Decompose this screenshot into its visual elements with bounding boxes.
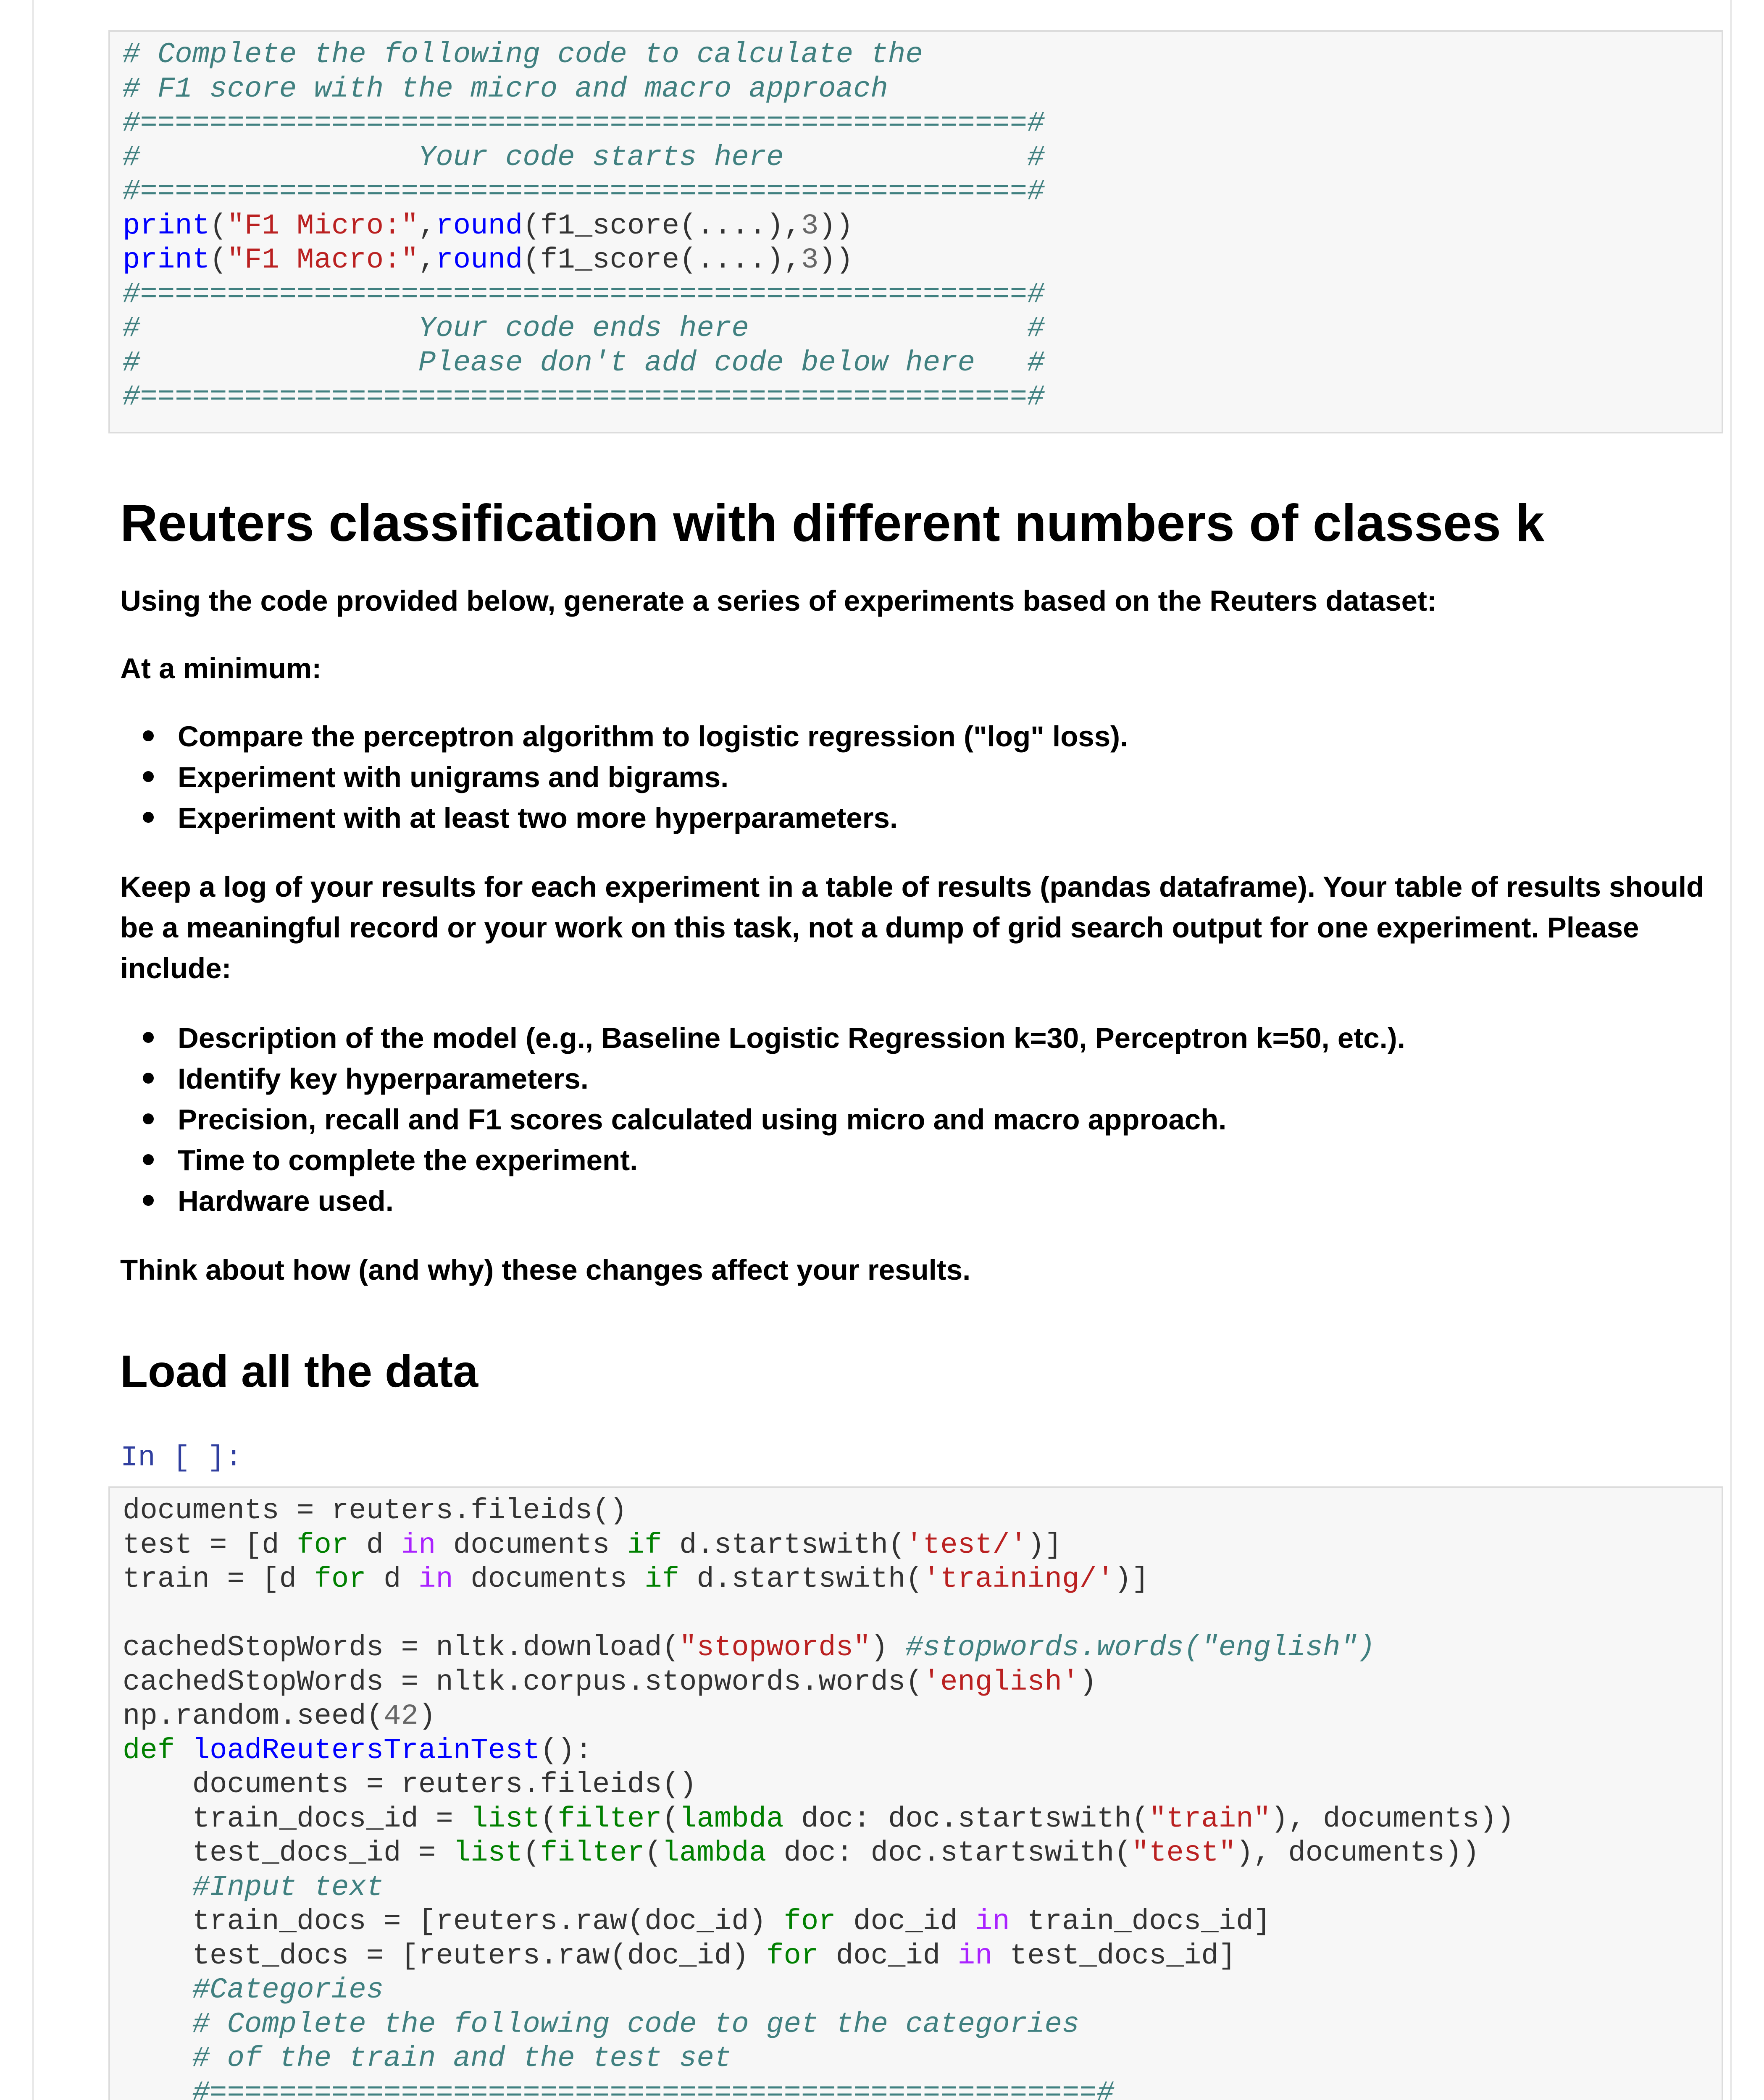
code-token: , — [418, 244, 436, 276]
code-token: in — [975, 1905, 1010, 1938]
code-token: ), documents)) — [1270, 1802, 1514, 1835]
code-token: ( — [210, 209, 227, 242]
code-line — [123, 1734, 1514, 1768]
code-token: documents — [453, 1563, 645, 1596]
code-token: 'training/' — [923, 1563, 1115, 1596]
code-token: test_docs_id] — [992, 1939, 1236, 1972]
code-token: 'english' — [923, 1665, 1080, 1698]
code-line — [123, 2008, 1514, 2042]
code-token: test = [d — [123, 1528, 297, 1562]
code-token: )] — [1114, 1563, 1149, 1596]
code-token: "train" — [1149, 1802, 1271, 1835]
cell-prompt: In [ ]: — [121, 1441, 242, 1474]
code-line — [123, 38, 1045, 72]
code-token: lambda — [662, 1837, 767, 1869]
code-token: #Input text — [123, 1871, 384, 1904]
code-token: # Your code starts here # — [123, 141, 1045, 174]
notebook-page — [32, 0, 1732, 2100]
section-title-reuters: Reuters classification with different numbers of classes k — [120, 494, 1545, 552]
code-token: "F1 Micro:" — [227, 209, 418, 242]
code-line — [123, 243, 1045, 278]
code-token: if — [627, 1528, 662, 1562]
code-cell-load-data[interactable] — [108, 1486, 1723, 2100]
code-token: 'test/' — [905, 1528, 1028, 1562]
code-token: #Categories — [123, 1974, 384, 2006]
code-line — [123, 380, 1045, 415]
code-token: loadReutersTrainTest — [192, 1734, 540, 1767]
list-item: Compare the perceptron algorithm to logistic regression ("log" loss). — [120, 716, 1128, 757]
code-token: # F1 score with the micro and macro approach — [123, 72, 888, 105]
code-lines — [123, 38, 1045, 415]
code-token: ) — [1079, 1665, 1097, 1698]
code-token: in — [957, 1939, 993, 1972]
code-token: ( — [662, 1802, 680, 1835]
code-token: np.random.seed( — [123, 1700, 384, 1732]
code-token: d — [366, 1563, 418, 1596]
code-token: for — [314, 1563, 366, 1596]
code-token: round — [436, 244, 523, 276]
code-token: #===================================================# — [123, 107, 1045, 139]
code-line — [123, 1802, 1514, 1837]
code-token: documents = reuters.fileids() — [123, 1494, 627, 1527]
code-token: (f1_score(....), — [523, 244, 801, 276]
code-line — [123, 1562, 1514, 1597]
code-line — [123, 209, 1045, 244]
code-token: 3 — [801, 209, 819, 242]
code-token: # Complete the following code to calculate the — [123, 38, 923, 71]
code-token: train_docs_id = — [123, 1802, 471, 1835]
code-token: #===================================================# — [123, 2076, 1115, 2100]
code-token: ), documents)) — [1236, 1837, 1480, 1869]
code-token: def — [123, 1734, 175, 1767]
list-item: Hardware used. — [120, 1181, 1405, 1221]
code-token: print — [123, 209, 210, 242]
code-token: in — [401, 1528, 436, 1562]
code-line — [123, 1528, 1514, 1563]
code-token: 3 — [801, 244, 819, 276]
code-token: #===================================================# — [123, 278, 1045, 311]
log-paragraph: Keep a log of your results for each experiment in a table of results (pandas dataframe). Your table of results should be a meaningful record or your work on this task, not a dump of grid search output for one experiment. Please include: — [120, 871, 1704, 984]
code-line — [123, 106, 1045, 141]
code-token: train_docs = [reuters.raw(doc_id) — [123, 1905, 784, 1938]
code-line — [123, 1665, 1514, 1700]
code-token: #===================================================# — [123, 381, 1045, 413]
code-token: ) — [870, 1631, 906, 1664]
code-line — [123, 1973, 1514, 2008]
code-token: #stopwords.words("english") — [905, 1631, 1375, 1664]
code-token: #===================================================# — [123, 175, 1045, 208]
code-token: train_docs_id] — [1010, 1905, 1271, 1938]
intro-paragraph: Using the code provided below, generate a series of experiments based on the Reuters dataset: — [120, 585, 1437, 617]
code-token: , — [418, 209, 436, 242]
closing-paragraph: Think about how (and why) these changes affect your results. — [120, 1254, 971, 1286]
section-title-load-data: Load all the data — [120, 1346, 478, 1396]
code-line — [123, 72, 1045, 107]
code-token: doc_id — [818, 1939, 958, 1972]
code-line — [123, 141, 1045, 175]
code-token: # Your code ends here # — [123, 312, 1045, 345]
code-token: test_docs_id = — [123, 1837, 453, 1869]
code-token: in — [418, 1563, 453, 1596]
code-token: "stopwords" — [679, 1631, 871, 1664]
code-token: ( — [523, 1837, 540, 1869]
code-token: list — [471, 1802, 540, 1835]
code-token: )] — [1027, 1528, 1062, 1562]
code-token: # Please don't add code below here # — [123, 346, 1045, 379]
code-token: cachedStopWords = nltk.download( — [123, 1631, 680, 1664]
code-token: )) — [818, 244, 854, 276]
minimum-label: At a minimum: — [120, 652, 322, 685]
code-token: "F1 Macro:" — [227, 244, 418, 276]
code-token: # of the train and the test set — [123, 2042, 732, 2075]
minimum-list — [120, 716, 1128, 838]
code-line — [123, 278, 1045, 312]
code-token: doc: doc.startswith( — [766, 1837, 1132, 1869]
list-item: Experiment with unigrams and bigrams. — [120, 757, 1128, 798]
code-token: d.startswith( — [679, 1563, 923, 1596]
code-token: 42 — [384, 1700, 418, 1732]
code-token: for — [783, 1905, 836, 1938]
list-item: Time to complete the experiment. — [120, 1140, 1405, 1181]
code-token: ) — [418, 1700, 436, 1732]
code-line — [123, 1631, 1514, 1665]
code-cell-f1-score[interactable] — [108, 30, 1723, 433]
code-line — [123, 175, 1045, 209]
code-token: ( — [644, 1837, 662, 1869]
code-line — [123, 346, 1045, 381]
code-token: train = [d — [123, 1563, 314, 1596]
code-token: filter — [557, 1802, 662, 1835]
code-token: list — [453, 1837, 523, 1869]
code-token: ( — [540, 1802, 558, 1835]
code-line — [123, 1939, 1514, 1974]
code-token: )) — [818, 209, 854, 242]
code-token: round — [436, 209, 523, 242]
code-token: cachedStopWords = nltk.corpus.stopwords.words( — [123, 1665, 923, 1698]
code-token: if — [644, 1563, 680, 1596]
code-line — [123, 1871, 1514, 1905]
code-token: for — [297, 1528, 349, 1562]
list-item: Identify key hyperparameters. — [120, 1058, 1405, 1099]
list-item: Experiment with at least two more hyperparameters. — [120, 798, 1128, 838]
code-token: print — [123, 244, 210, 276]
code-token: d.startswith( — [662, 1528, 906, 1562]
code-line — [123, 1597, 1514, 1631]
code-line — [123, 2076, 1514, 2100]
code-token: lambda — [679, 1802, 784, 1835]
code-token — [175, 1734, 192, 1767]
code-token: doc: doc.startswith( — [783, 1802, 1149, 1835]
code-line — [123, 1905, 1514, 1939]
code-line — [123, 1768, 1514, 1802]
list-item: Precision, recall and F1 scores calculated using micro and macro approach. — [120, 1099, 1405, 1140]
code-line — [123, 312, 1045, 346]
code-token: for — [766, 1939, 819, 1972]
code-token: documents = reuters.fileids() — [123, 1768, 697, 1801]
code-line — [123, 2042, 1514, 2076]
code-line — [123, 1699, 1514, 1734]
code-token: (f1_score(....), — [523, 209, 801, 242]
code-line — [123, 1494, 1514, 1528]
code-token: documents — [436, 1528, 627, 1562]
code-token: test_docs = [reuters.raw(doc_id) — [123, 1939, 767, 1972]
code-token: # Complete the following code to get the categories — [123, 2008, 1080, 2041]
code-token: doc_id — [836, 1905, 975, 1938]
code-token: filter — [540, 1837, 645, 1869]
code-lines — [123, 1494, 1514, 2100]
list-item: Description of the model (e.g., Baseline Logistic Regression k=30, Perceptron k=50, etc.). — [120, 1018, 1405, 1058]
code-token: ( — [210, 244, 227, 276]
code-token: "test" — [1131, 1837, 1236, 1869]
code-token: (): — [540, 1734, 593, 1767]
code-line — [123, 1836, 1514, 1871]
include-list — [120, 1018, 1405, 1221]
code-token: d — [349, 1528, 401, 1562]
